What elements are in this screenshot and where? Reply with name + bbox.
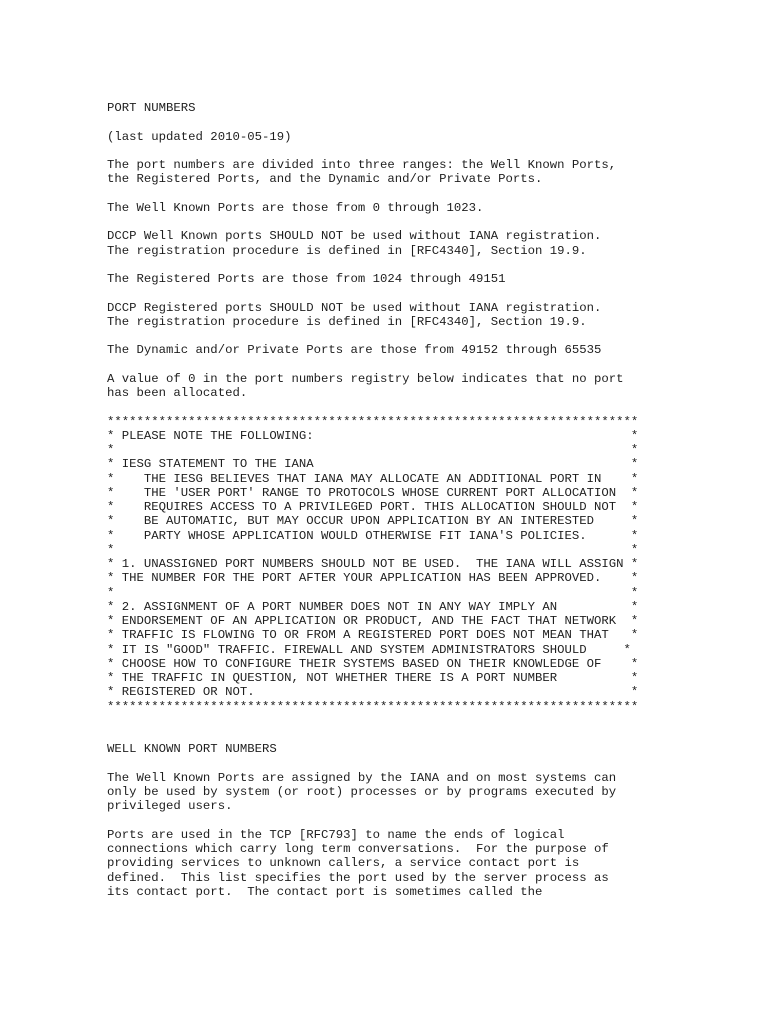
doc-line: DCCP Well Known ports SHOULD NOT be used without IANA registration. xyxy=(107,229,602,244)
doc-line: the Registered Ports, and the Dynamic and/or Private Ports. xyxy=(107,172,543,187)
doc-line: * 2. ASSIGNMENT OF A PORT NUMBER DOES NOT IN ANY WAY IMPLY AN * xyxy=(107,599,639,614)
doc-line: * THE IESG BELIEVES THAT IANA MAY ALLOCATE AN ADDITIONAL PORT IN * xyxy=(107,471,639,486)
doc-line: * BE AUTOMATIC, BUT MAY OCCUR UPON APPLICATION BY AN INTERESTED * xyxy=(107,514,639,529)
doc-line: * 1. UNASSIGNED PORT NUMBERS SHOULD NOT BE USED. THE IANA WILL ASSIGN * xyxy=(107,557,639,571)
doc-line: * * xyxy=(107,585,639,600)
doc-line: has been allocated. xyxy=(107,386,248,400)
doc-line: its contact port. The contact port is sometimes called the xyxy=(107,884,543,899)
doc-line: connections which carry long term conversations. For the purpose of xyxy=(107,842,609,856)
doc-line xyxy=(107,728,757,742)
doc-line: The registration procedure is defined in [RFC4340], Section 19.9. xyxy=(107,243,587,258)
doc-line: Ports are used in the TCP [RFC793] to name the ends of logical xyxy=(107,827,565,842)
doc-line xyxy=(107,714,757,728)
doc-line: The Dynamic and/or Private Ports are those from 49152 through 65535 xyxy=(107,343,602,358)
doc-line: ************************************************************************ xyxy=(107,699,639,714)
doc-line: A value of 0 in the port numbers registry below indicates that no port xyxy=(107,371,624,386)
doc-line: * * xyxy=(107,443,639,457)
doc-line: * ENDORSEMENT OF AN APPLICATION OR PRODUCT, AND THE FACT THAT NETWORK * xyxy=(107,614,639,628)
doc-line: * THE TRAFFIC IN QUESTION, NOT WHETHER THERE IS A PORT NUMBER * xyxy=(107,671,639,685)
doc-line xyxy=(107,329,757,343)
doc-line: ************************************************************************ xyxy=(107,414,639,429)
doc-line: WELL KNOWN PORT NUMBERS xyxy=(107,742,277,757)
doc-line: * PLEASE NOTE THE FOLLOWING: * xyxy=(107,428,639,443)
doc-line: * IESG STATEMENT TO THE IANA * xyxy=(107,457,639,472)
doc-line: providing services to unknown callers, a service contact port is xyxy=(107,856,580,871)
doc-line: The Well Known Ports are assigned by the IANA and on most systems can xyxy=(107,770,617,785)
doc-line: * REGISTERED OR NOT. * xyxy=(107,685,639,700)
doc-line: The registration procedure is defined in [RFC4340], Section 19.9. xyxy=(107,314,587,329)
doc-line: * IT IS "GOOD" TRAFFIC. FIREWALL AND SYSTEM ADMINISTRATORS SHOULD * xyxy=(107,642,631,657)
doc-line: * THE 'USER PORT' RANGE TO PROTOCOLS WHOSE CURRENT PORT ALLOCATION * xyxy=(107,485,639,500)
doc-line: The Registered Ports are those from 1024 through 49151 xyxy=(107,272,506,286)
doc-line: * PARTY WHOSE APPLICATION WOULD OTHERWISE FIT IANA'S POLICIES. * xyxy=(107,528,639,543)
doc-line: The Well Known Ports are those from 0 through 1023. xyxy=(107,200,484,215)
doc-line: DCCP Registered ports SHOULD NOT be used without IANA registration. xyxy=(107,300,602,315)
doc-line xyxy=(107,215,757,229)
doc-line: The port numbers are divided into three ranges: the Well Known Ports, xyxy=(107,158,617,172)
doc-line: defined. This list specifies the port used by the server process as xyxy=(107,870,609,885)
doc-line xyxy=(107,187,757,201)
doc-line: * * xyxy=(107,542,639,557)
doc-line: * TRAFFIC IS FLOWING TO OR FROM A REGISTERED PORT DOES NOT MEAN THAT * xyxy=(107,628,639,643)
doc-line: privileged users. xyxy=(107,799,233,814)
doc-line: * REQUIRES ACCESS TO A PRIVILEGED PORT. THIS ALLOCATION SHOULD NOT * xyxy=(107,500,639,514)
doc-line: PORT NUMBERS xyxy=(107,101,196,115)
doc-line: * THE NUMBER FOR THE PORT AFTER YOUR APPLICATION HAS BEEN APPROVED. * xyxy=(107,571,639,586)
doc-line xyxy=(107,358,757,372)
doc-line xyxy=(107,400,757,414)
doc-line: * CHOOSE HOW TO CONFIGURE THEIR SYSTEMS BASED ON THEIR KNOWLEDGE OF * xyxy=(107,656,639,671)
doc-line xyxy=(107,144,757,158)
doc-line: (last updated 2010-05-19) xyxy=(107,129,292,144)
doc-line xyxy=(107,757,757,771)
doc-line xyxy=(107,814,757,828)
document-page xyxy=(107,101,757,899)
doc-line xyxy=(107,115,757,129)
doc-line: only be used by system (or root) processes or by programs executed by xyxy=(107,785,617,799)
doc-line xyxy=(107,258,757,272)
doc-line xyxy=(107,286,757,300)
